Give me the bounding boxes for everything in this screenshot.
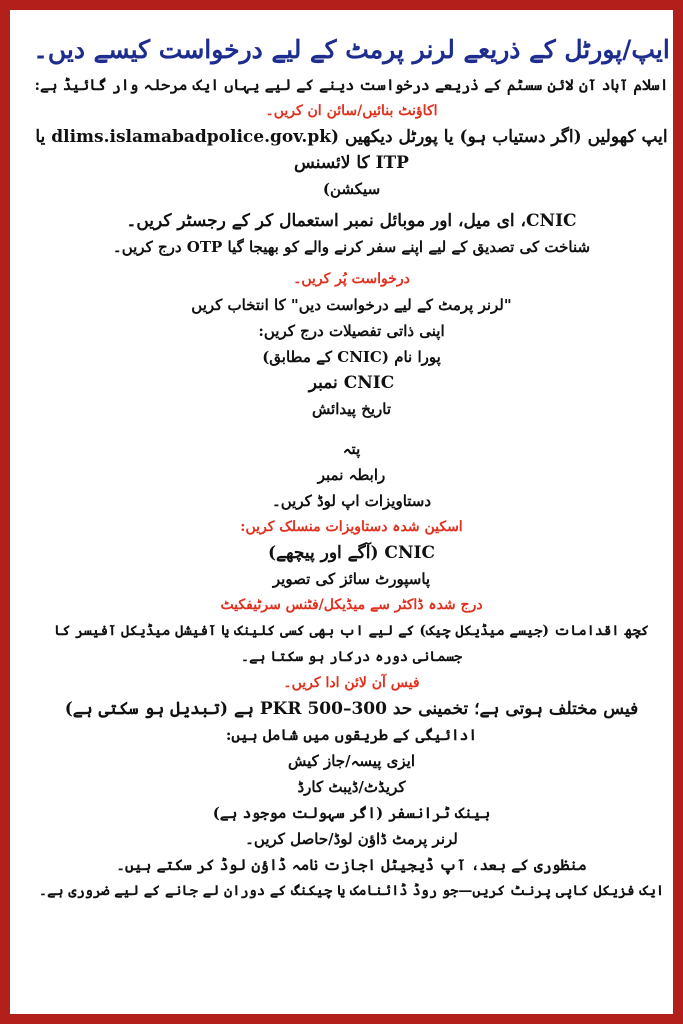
intro-text: اسلام آباد آن لائن سسٹم کے ذریعے درخواست دینے کے لیے یہاں ایک مرحلہ وار گائیڈ ہے: (34, 76, 669, 94)
application-line-8: دستاویزات اپ لوڈ کریں۔ (271, 492, 432, 510)
documents-line-2: پاسپورٹ سائز کی تصویر (272, 570, 431, 588)
section-heading-account: اکاؤنٹ بنائیں/سائن ان کریں۔ (265, 103, 438, 119)
application-line-1: "لرنر پرمٹ کے لیے درخواست دیں" کا انتخاب کریں (191, 296, 512, 314)
account-line-3: CNIC، ای میل، اور موبائل نمبر استعمال کر کے رجسٹر کریں۔ (126, 211, 577, 231)
section-heading-documents: اسکین شدہ دستاویزات منسلک کریں: (240, 519, 463, 535)
fee-line-1: فیس مختلف ہوتی ہے؛ تخمینی حد 300–500 PKR ہے (تبدیل ہو سکتی ہے) (64, 699, 639, 719)
application-line-3: پورا نام (CNIC کے مطابق) (262, 348, 441, 366)
fee-line-6: لرنر پرمٹ ڈاؤن لوڈ/حاصل کریں۔ (245, 830, 458, 848)
documents-line-1: CNIC (آگے اور پیچھے) (268, 543, 435, 563)
application-line-4: CNIC نمبر (308, 373, 395, 393)
medical-line-1: کچھ اقدامات (جیسے میڈیکل چیک) کے لیے اب بھی کسی کلینک یا آفیشل میڈیکل آفیسر کا جسمانی دورہ درکار ہو سکتا ہے۔ (54, 623, 649, 665)
section-heading-application: درخواست پُر کریں۔ (293, 271, 410, 287)
section-heading-medical: درج شدہ ڈاکٹر سے میڈیکل/فٹنس سرٹیفکیٹ (220, 597, 483, 613)
fee-line-7: منظوری کے بعد، آپ ڈیجیٹل اجازت نامہ ڈاؤن لوڈ کر سکتے ہیں۔ (116, 856, 587, 874)
account-line-1: ایپ کھولیں (اگر دستیاب ہو) یا پورٹل دیکھیں (dlims.islamabadpolice.gov.pk یا ITP کا لائسنس (35, 127, 668, 173)
application-line-2: اپنی ذاتی تفصیلات درج کریں: (258, 322, 445, 340)
fee-line-4: کریڈٹ/ڈیبٹ کارڈ (297, 778, 406, 796)
fee-line-8: ایک فزیکل کاپی پرنٹ کریں—جو روڈ ڈائنامک یا چیکنگ کے دوران لے جانے کے لیے ضروری ہے۔ (38, 883, 665, 899)
application-line-6: پتہ (342, 440, 361, 458)
application-line-7: رابطہ نمبر (317, 466, 386, 484)
fee-line-5: بینک ٹرانسفر (اگر سہولت موجود ہے) (212, 804, 491, 822)
fee-line-3: ایزی پیسہ/جاز کیش (287, 752, 416, 770)
section-heading-fee: فیس آن لائن ادا کریں۔ (283, 675, 420, 691)
application-line-5: تاریخ پیدائش (311, 400, 392, 418)
account-line-4: شناخت کی تصدیق کے لیے اپنے سفر کرنے والے کو بھیجا گیا OTP درج کریں۔ (112, 238, 591, 256)
account-line-2: سیکشن) (322, 180, 381, 198)
fee-line-2: ادائیگی کے طریقوں میں شامل ہیں: (225, 726, 478, 744)
page-title: ایپ/پورٹل کے ذریعے لرنر پرمٹ کے لیے درخواست کیسے دیں۔ (33, 35, 670, 64)
document-body (20, 20, 683, 1024)
